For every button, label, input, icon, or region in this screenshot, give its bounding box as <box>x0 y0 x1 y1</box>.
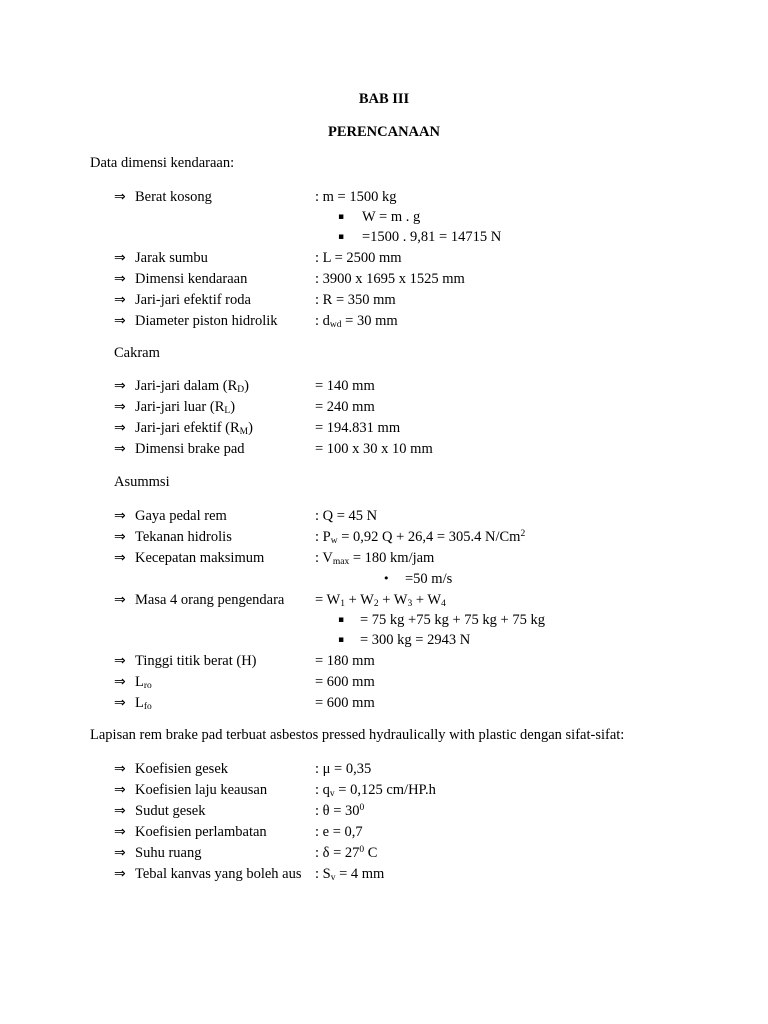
lapisan-value: : μ = 0,35 <box>315 761 372 777</box>
cakram-value: = 140 mm <box>315 378 375 394</box>
arrow-icon: ⇒ <box>114 653 126 669</box>
lapisan-label: Suhu ruang <box>135 845 202 861</box>
arrow-icon: ⇒ <box>114 399 126 415</box>
lapisan-label: Koefisien perlambatan <box>135 824 267 840</box>
asumsi-label: Tekanan hidrolis <box>135 529 232 545</box>
asumsi-value: : $P_w = 0,92$ Q + 26,4 = 305.4 N/Cm$^2$ <box>315 529 526 546</box>
lapisan-label: Tebal kanvas yang boleh aus <box>135 866 302 882</box>
cakram-value: = 100 x 30 x 10 mm <box>315 441 433 457</box>
lapisan-value: : $S_v = 4$ mm <box>315 866 385 883</box>
cakram-label: Dimensi brake pad <box>135 441 245 457</box>
arrow-icon: ⇒ <box>114 782 126 798</box>
asumsi-value: = $W_1 + W_2 + W_3 + W_4$ <box>315 592 446 609</box>
section-heading-data: Data dimensi kendaraan: <box>90 155 235 171</box>
arrow-icon: ⇒ <box>114 271 126 287</box>
square-bullet-icon: ▪ <box>338 212 345 222</box>
vehicle-value: : m = 1500 kg <box>315 189 397 205</box>
arrow-icon: ⇒ <box>114 695 126 711</box>
lapisan-value: : $\theta = 30^0$ <box>315 803 365 819</box>
chapter-subtitle: PERENCANAAN <box>328 124 440 140</box>
dot-bullet-icon: • <box>383 572 390 585</box>
arrow-icon: ⇒ <box>114 313 126 329</box>
square-bullet-icon: ▪ <box>338 615 345 625</box>
square-bullet-icon: ▪ <box>338 232 345 242</box>
arrow-icon: ⇒ <box>114 592 126 608</box>
arrow-icon: ⇒ <box>114 250 126 266</box>
arrow-icon: ⇒ <box>114 378 126 394</box>
lapisan-value: : $\delta = 27^0$ C <box>315 845 378 861</box>
lapisan-label: Koefisien laju keausan <box>135 782 268 798</box>
cakram-value: = 194.831 mm <box>315 420 401 436</box>
arrow-icon: ⇒ <box>114 674 126 690</box>
masa-bullet-text: = 300 kg = 2943 N <box>360 632 471 648</box>
vehicle-label: Dimensi kendaraan <box>135 271 248 287</box>
asumsi-label: Masa 4 orang pengendara <box>135 592 285 608</box>
weight-bullet-text: W = m . g <box>362 209 421 225</box>
arrow-icon: ⇒ <box>114 550 126 566</box>
cakram-value: = 240 mm <box>315 399 375 415</box>
arrow-icon: ⇒ <box>114 189 126 205</box>
arrow-icon: ⇒ <box>114 845 126 861</box>
asumsi-value: : $V_{max} = 180$ km/jam <box>315 550 435 567</box>
vehicle-value: : L = 2500 mm <box>315 250 402 266</box>
arrow-icon: ⇒ <box>114 761 126 777</box>
section-heading-asumsi: Asummsi <box>114 474 170 490</box>
arrow-icon: ⇒ <box>114 508 126 524</box>
cakram-label: Jari-jari dalam $(R_D)$ <box>135 378 249 395</box>
cakram-label: Jari-jari efektif $(R_M)$ <box>135 420 253 437</box>
arrow-icon: ⇒ <box>114 866 126 882</box>
asumsi-label: Gaya pedal rem <box>135 508 227 524</box>
chapter-title: BAB III <box>358 91 410 107</box>
arrow-icon: ⇒ <box>114 420 126 436</box>
asumsi-value: = 180 mm <box>315 653 375 669</box>
lapisan-intro: Lapisan rem brake pad terbuat asbestos pressed hydraulically with plastic dengan sifat-sifat: <box>90 727 625 743</box>
arrow-icon: ⇒ <box>114 824 126 840</box>
asumsi-label: Kecepatan maksimum <box>135 550 265 566</box>
lapisan-label: Koefisien gesek <box>135 761 229 777</box>
arrow-icon: ⇒ <box>114 441 126 457</box>
asumsi-value: = 600 mm <box>315 695 375 711</box>
vehicle-value: : 3900 x 1695 x 1525 mm <box>315 271 465 287</box>
vehicle-label: Diameter piston hidrolik <box>135 313 278 329</box>
arrow-icon: ⇒ <box>114 529 126 545</box>
vehicle-value: : R = 350 mm <box>315 292 396 308</box>
lapisan-value: : e = 0,7 <box>315 824 363 840</box>
cakram-label: Jari-jari luar $(R_L)$ <box>135 399 236 416</box>
section-heading-cakram: Cakram <box>114 345 160 361</box>
arrow-icon: ⇒ <box>114 292 126 308</box>
square-bullet-icon: ▪ <box>338 635 345 645</box>
asumsi-label: $L_{fo}$ <box>135 695 152 712</box>
arrow-icon: ⇒ <box>114 803 126 819</box>
vehicle-value: : $d_{wd} = 30$ mm <box>315 313 398 330</box>
masa-bullet-text: = 75 kg +75 kg + 75 kg + 75 kg <box>360 612 545 628</box>
vehicle-label: Jarak sumbu <box>135 250 208 266</box>
lapisan-label: Sudut gesek <box>135 803 206 819</box>
asumsi-value: = 600 mm <box>315 674 375 690</box>
asumsi-label: $L_{ro}$ <box>135 674 152 691</box>
lapisan-value: : $q_v = 0,125$ cm/HP.h <box>315 782 436 799</box>
asumsi-label: Tinggi titik berat (H) <box>135 653 257 669</box>
speed-bullet-text: =50 m/s <box>405 571 453 587</box>
weight-bullet-text: =1500 . 9,81 = 14715 N <box>362 229 502 245</box>
vehicle-label: Berat kosong <box>135 189 212 205</box>
vehicle-label: Jari-jari efektif roda <box>135 292 251 308</box>
asumsi-value: : Q = 45 N <box>315 508 378 524</box>
